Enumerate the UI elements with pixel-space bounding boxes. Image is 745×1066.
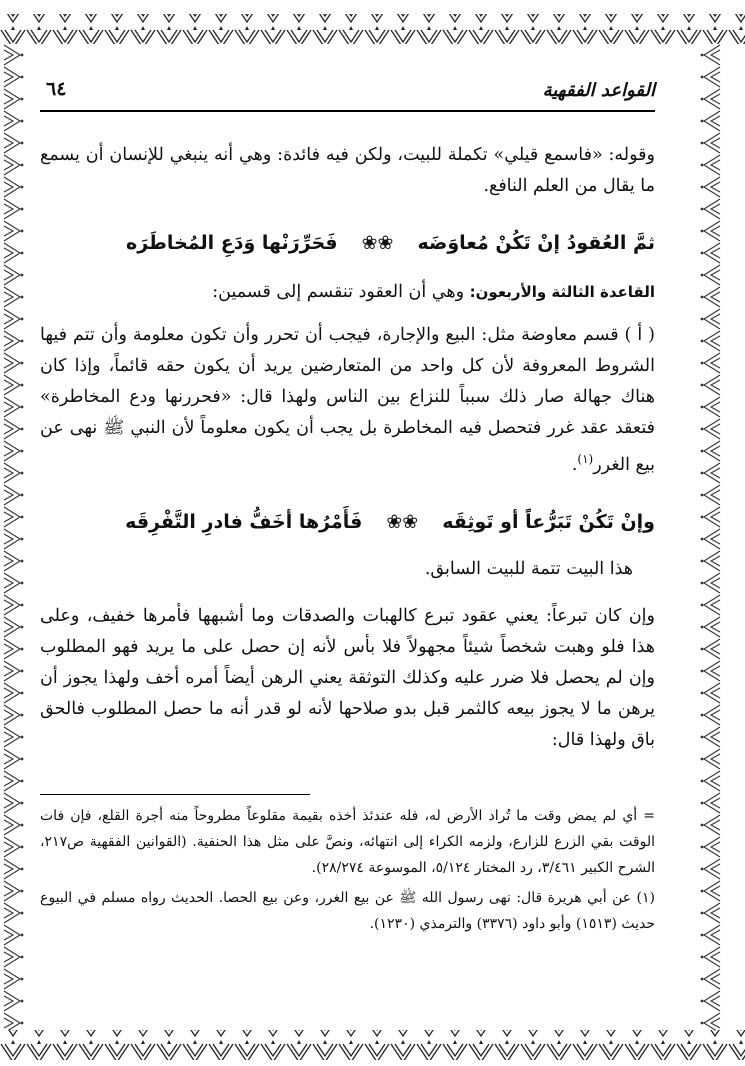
rule-43-text: وهي أن العقود تنقسم إلى قسمين: xyxy=(212,282,465,302)
rule-43-paragraph xyxy=(40,277,655,308)
page-content xyxy=(40,76,655,937)
verse-1-separator: ❀❀ xyxy=(361,232,394,254)
verse-2 xyxy=(40,507,655,538)
book-title: القواعد الفقهية xyxy=(542,80,655,101)
footnote-1: (١) عن أبي هريرة قال: نهى رسول الله ﷺ عن بيع الغرر، وعن بيع الحصا. الحديث رواه مسلم في البيوع حديث (١٥١٣) وأبو داود (٣٣٧٦) والترمذي (١٢٣٠). xyxy=(40,889,655,932)
donation-paragraph: وإن كان تبرعاً: يعني عقود تبرع كالهبات والصدقات وما أشبهها فأمرها خفيف، وعلى هذا فلو وهبت شخصاً شيئاً مجهولاً فلا بأس لأنه إن حصل على ما يريد فهو المطلوب وإن لم يحصل فلا ضرر عليه وكذلك التوثقة يعني الرهن أيضاً أمره أخف ولهذا يجوز أن يرهن ما لا يجوز بيعه كالثمر قبل بدو صلاحها لأنه لو قدر أنه ما حصل المطلوب فالحق باق ولهذا قال: xyxy=(40,605,655,750)
section-a-text: ( أ ) قسم معاوضة مثل: البيع والإجارة، فيجب أن تحرر وأن تكون معلومة وأن تتم فيها الشروط المعروفة لأن كل واحد من المتعارضين يريد أن يكون حقه قائماً، وإذا كان هناك جهالة صار ذلك سبباً للنزاع بين الناس ولهذا قال: «فحررنها ودع المخاطرة» فتعقد عقد غرر فتحصل فيه المخاطرة بل يجب أن يكون معلوماً لأن النبي ﷺ نهى عن بيع الغرر xyxy=(40,325,655,475)
footnotes xyxy=(40,794,655,937)
verse-2-separator: ❀❀ xyxy=(386,510,419,533)
footnote-continuation: = أي لم يمض وقت ما تُراد الأرض له، فله عندئذ أخذه بقيمة مقلوعاً مطروحاً منه أجرة القلع، فإن فات الوقت بقي الزرع للزارع، ولزمه الكراء إلى انتهائه، ونصَّ على مثل هذا الحنفية. (القوانين الفقهية ص٢١٧، الشرح الكبير ٣/٤٦١، رد المختار ٥/١٢٤، الموسوعة ٢٨/٢٧٤). xyxy=(40,807,655,876)
page-number: ٦٤ xyxy=(46,78,67,100)
verse-2-right: وإنْ تَكُنْ تَبَرُّعاً أو تَوثِقَه xyxy=(442,510,655,533)
verse-2-left: فَأَمْرُها أخَفُّ فادرِ التَّفْرِقَه xyxy=(125,510,363,533)
footnote-divider xyxy=(40,794,310,795)
completion-paragraph: هذا البيت تتمة للبيت السابق. xyxy=(424,558,633,579)
running-header xyxy=(40,76,655,112)
verse-1 xyxy=(40,228,655,259)
section-a-paragraph: ( أ ) قسم معاوضة مثل: البيع والإجارة، فيجب أن تحرر وأن تكون معلومة وأن تتم فيها الشروط المعروفة لأن كل واحد من المتعارضين يريد أن يكون حقه قائماً، وإذا كان هناك جهالة صار ذلك سبباً للنزاع بين الناس ولهذا قال: «فحررنها ودع المخاطرة» فتعقد عقد غرر فتحصل فيه المخاطرة بل يجب أن يكون معلوماً لأن النبي ﷺ نهى عن بيع الغرر$^{(١)}$. xyxy=(40,325,655,475)
intro-paragraph: وقوله: «فاسمع قيلي» تكملة للبيت، ولكن فيه فائدة: وهي أنه ينبغي للإنسان أن يسمع ما يقال من العلم النافع. xyxy=(40,145,655,196)
footnote-marker: (١) xyxy=(577,452,594,466)
verse-1-right: ثمَّ العُقودُ إنْ تَكُنْ مُعاوَضَه xyxy=(417,232,655,254)
rule-43-title: القاعدة الثالثة والأربعون: xyxy=(469,283,655,301)
verse-1-left: فَحَرِّرَنْها وَدَعِ المُخاطَرَه xyxy=(126,232,338,254)
